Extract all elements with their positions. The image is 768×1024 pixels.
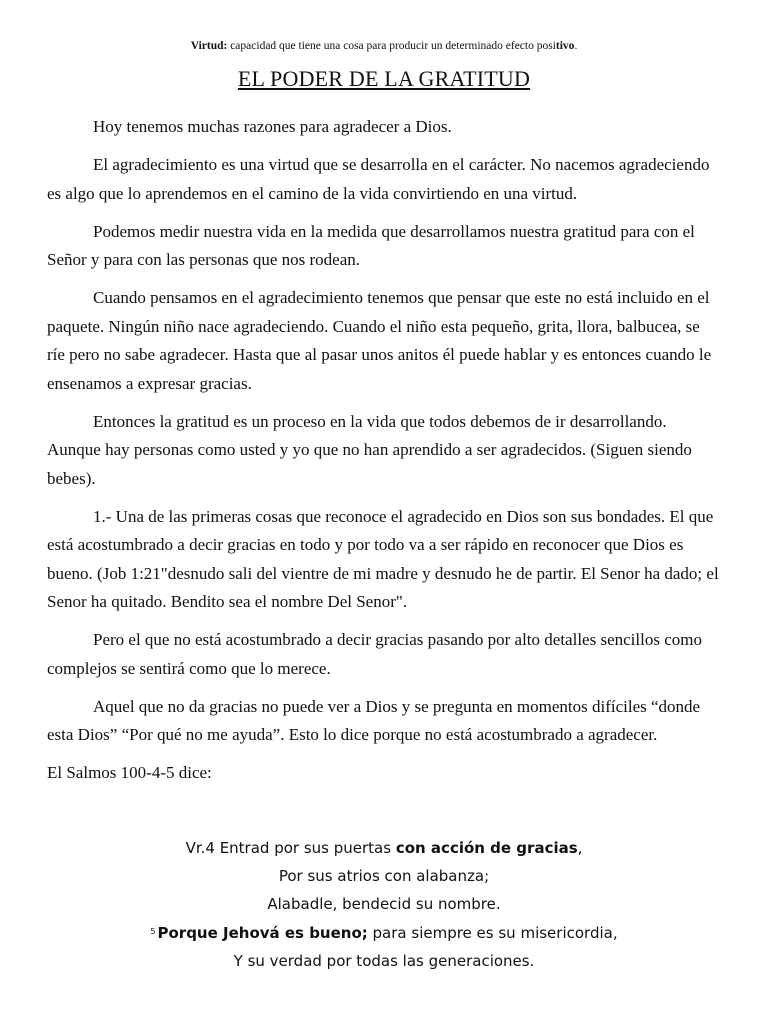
verse-line-text: para siempre es su misericordia, — [367, 924, 618, 942]
verse-line: Por sus atrios con alabanza; — [278, 867, 490, 885]
paragraph: Entonces la gratitud es un proceso en la vida que todos debemos de ir desarrollando. Aunque hay personas como usted y yo que no han aprendido a ser agradecidos. (Siguen siendo bebes). — [47, 411, 692, 488]
paragraph: Aquel que no da gracias no puede ver a Dios y se pregunta en momentos difíciles “donde esta Dios” “Por qué no me ayuda”. Esto lo dice porque no está acostumbrado a agradecer. — [47, 696, 701, 744]
verse-line: Y su verdad por todas las generaciones. — [233, 952, 535, 970]
verse-line — [0, 918, 768, 947]
paragraph: Hoy tenemos muchas razones para agradecer a Dios. — [93, 117, 452, 136]
paragraph: 1.- Una de las primeras cosas que reconoce el agradecido en Dios son sus bondades. El que está acostumbrado a decir gracias en todo y por todo va a ser rápido en reconocer que Dios es bueno. (Job 1:21"desnudo sali del vientre de mi madre y desnudo he de partir. El Senor ha dado; el Senor ha quitado. Bendito sea el nombre Del Senor". — [47, 506, 719, 611]
verse-line — [0, 834, 768, 862]
verse-number: 5 — [150, 927, 156, 936]
page-title: EL PODER DE LA GRATITUD — [237, 66, 531, 91]
psalm-intro: El Salmos 100-4-5 dice: — [47, 763, 212, 782]
verse-line-bold: Porque Jehová es bueno; — [157, 924, 368, 942]
verse-line: Alabadle, bendecid su nombre. — [267, 895, 501, 913]
definition-end: . — [574, 40, 578, 52]
verse-line-text: , — [577, 839, 583, 857]
verse-line-bold: con acción de gracias — [395, 839, 578, 857]
definition-text: capacidad que tiene una cosa para producir un determinado efecto posi — [227, 40, 556, 52]
verse-line-text: Vr.4 Entrad por sus puertas — [185, 839, 396, 857]
verse-block — [0, 834, 768, 975]
paragraph: Podemos medir nuestra vida en la medida que desarrollamos nuestra gratitud para con el Señor y para con las personas que nos rodean. — [47, 221, 695, 269]
paragraph: El agradecimiento es una virtud que se desarrolla en el carácter. No nacemos agradeciendo es algo que lo aprendemos en el camino de la vida convirtiendo en una virtud. — [47, 155, 710, 203]
definition-line — [0, 40, 768, 52]
paragraph: Pero el que no está acostumbrado a decir gracias pasando por alto detalles sencillos como complejos se sentirá como que lo merece. — [47, 630, 702, 678]
paragraph: Cuando pensamos en el agradecimiento tenemos que pensar que este no está incluido en el paquete. Ningún niño nace agradeciendo. Cuando el niño esta pequeño, grita, llora, balbucea, se ríe pero no sabe agradecer. Hasta que al pasar unos anitos él puede hablar y es entonces cuando le ensenamos a expresar gracias. — [47, 288, 712, 393]
definition-term: Virtud: — [190, 40, 228, 52]
definition-bold-tail: tivo — [555, 40, 575, 52]
body-text — [47, 113, 720, 797]
